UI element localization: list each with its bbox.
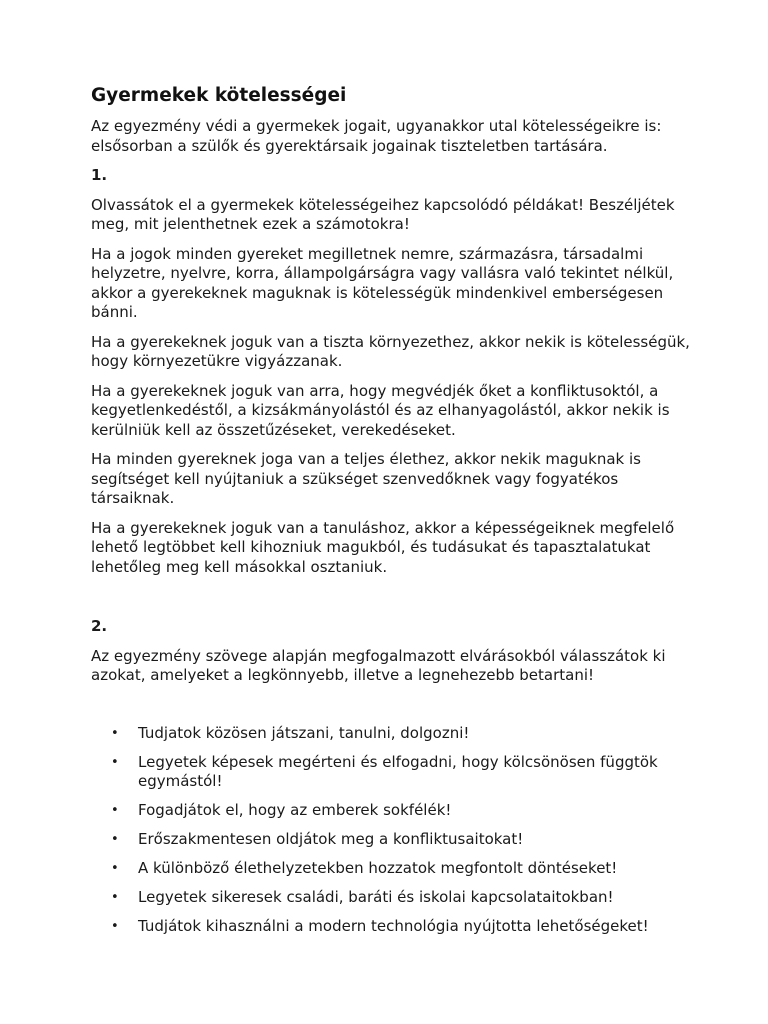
expectations-list	[91, 724, 691, 937]
bullet-icon: •	[111, 919, 119, 934]
list-item	[91, 859, 691, 879]
bullet-icon: •	[111, 754, 119, 770]
list-item-text: A különböző élethelyzetekben hozzatok megfontolt döntéseket!	[138, 859, 618, 877]
bullet-icon: •	[111, 890, 119, 905]
list-item	[91, 753, 691, 792]
section-1-paragraph: Ha a jogok minden gyereket megilletnek nemre, származásra, társadalmi helyzetre, nyelvre, korra, állampolgárságra vagy vallásra való tekintet nélkül, akkor a gyerekeknek maguknak is kötelességük mindenkivel emberségesen bánni.	[91, 244, 674, 321]
section-1-paragraph: Ha minden gyereknek joga van a teljes élethez, akkor nekik maguknak is segítséget kell nyújtaniuk a szükséget szenvedőknek vagy fogyatékos társaiknak.	[91, 450, 641, 507]
list-item-text: Legyetek képesek megérteni és elfogadni, hogy kölcsönösen függtök egymástól!	[138, 752, 658, 790]
bullet-icon: •	[111, 725, 119, 741]
section-spacer	[91, 587, 691, 617]
bullet-icon: •	[111, 803, 119, 818]
list-item	[91, 801, 691, 821]
list-item-text: Tudjatok közösen játszani, tanulni, dolgozni!	[138, 723, 470, 742]
list-item-text: Erőszakmentesen oldjátok meg a konfliktusaitokat!	[138, 830, 524, 848]
section-2-number: 2.	[91, 617, 108, 635]
list-item	[91, 917, 691, 937]
bullet-icon: •	[111, 832, 119, 847]
intro-paragraph: Az egyezmény védi a gyermekek jogait, ugyanakkor utal kötelességeikre is: elsősorban a szülők és gyerektársaik jogainak tiszteletben tartására.	[91, 117, 662, 155]
list-item-text: Tudjátok kihasználni a modern technológia nyújtotta lehetőségeket!	[138, 917, 649, 935]
section-1-number: 1.	[91, 166, 108, 184]
section-1-paragraph: Ha a gyerekeknek joguk van arra, hogy megvédjék őket a konfliktusoktól, a kegyetlenkedéstől, a kizsákmányolástól és az elhanyagolástól, akkor nekik is kerülniük kell az összetűzéseket, verekedéseket.	[91, 381, 670, 439]
section-2-instruction: Az egyezmény szövege alapján megfogalmazott elvárásokból válasszátok ki azokat, amelyeket a legkönnyebb, illetve a legnehezebb betartani!	[91, 646, 666, 684]
list-spacer	[91, 696, 691, 724]
document-page	[91, 84, 691, 946]
document-title: Gyermekek kötelességei	[91, 85, 347, 106]
list-item	[91, 888, 691, 908]
bullet-icon: •	[111, 861, 119, 876]
list-item	[91, 830, 691, 850]
list-item-text: Legyetek sikeresek családi, baráti és iskolai kapcsolataitokban!	[138, 888, 614, 906]
section-1-paragraph: Olvassátok el a gyermekek kötelességeihez kapcsolódó példákat! Beszéljétek meg, mit jelenthetnek ezek a számotokra!	[91, 195, 675, 233]
list-item	[91, 724, 691, 744]
list-item-text: Fogadjátok el, hogy az emberek sokfélék!	[138, 801, 452, 819]
section-1-paragraph: Ha a gyerekeknek joguk van a tanuláshoz, akkor a képességeiknek megfelelő lehető legtöbbet kell kihozniuk magukból, és tudásukat és tapasztalatukat lehetőleg meg kell másokkal osztaniuk.	[91, 518, 675, 576]
section-1-paragraph: Ha a gyerekeknek joguk van a tiszta környezethez, akkor nekik is kötelességük, hogy környezetükre vigyázzanak.	[91, 332, 690, 370]
